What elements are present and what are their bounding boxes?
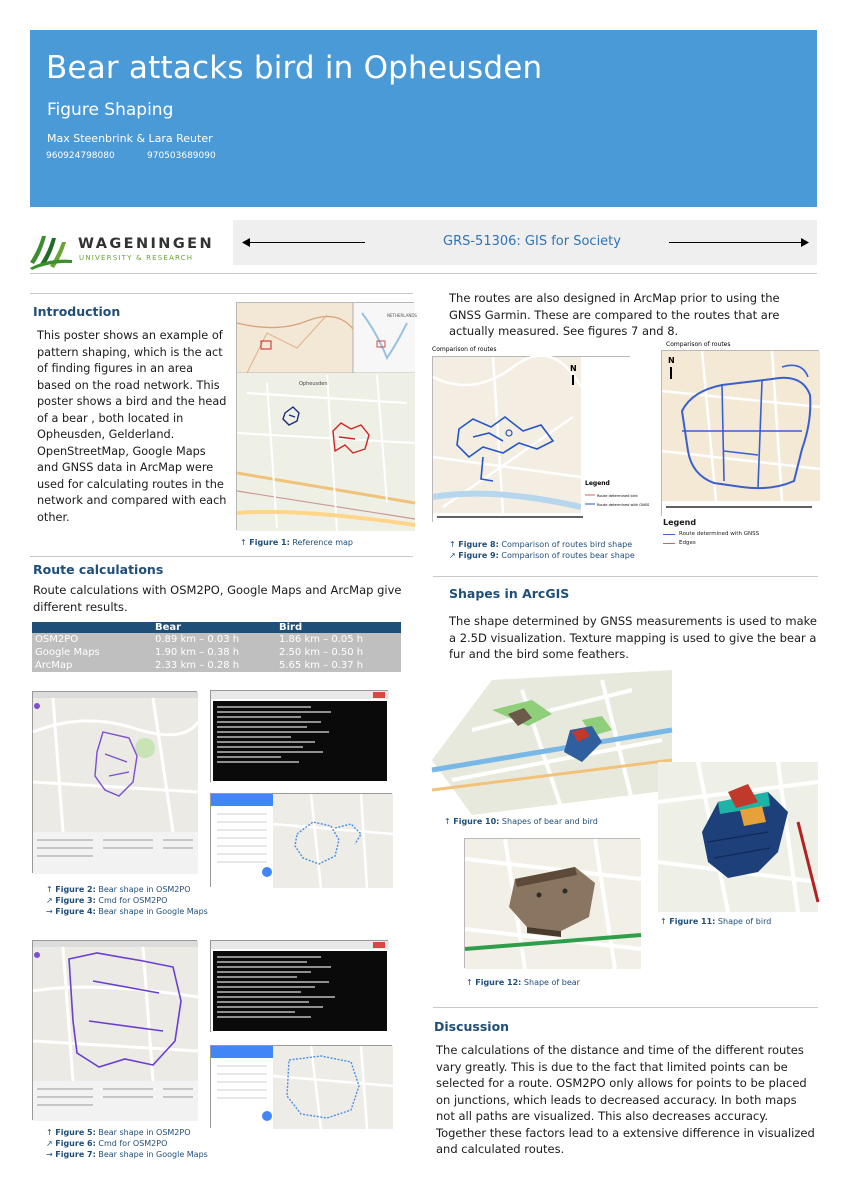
svg-text:Opheusden: Opheusden bbox=[299, 381, 328, 387]
table-cell: OSM2PO bbox=[32, 633, 152, 646]
intro-heading: Introduction bbox=[33, 304, 121, 319]
fig7-google-bear-image bbox=[210, 1045, 392, 1128]
table-cell: 2.50 km – 0.50 h bbox=[276, 646, 401, 659]
right-arrow-icon bbox=[801, 238, 809, 247]
logo-name: WAGENINGEN bbox=[78, 236, 214, 252]
caption-fig2-4: ↑ Figure 2: Bear shape in OSM2PO ↗ Figure 3: Cmd for OSM2PO → Figure 4: Bear shape in Google Maps bbox=[46, 885, 208, 916]
discussion-heading: Discussion bbox=[434, 1019, 510, 1034]
routes-text: The routes are also designed in ArcMap prior to using the GNSS Garmin. These are compared to the routes that are actually measured. See figures 7 and 8. bbox=[449, 291, 780, 338]
fig9-legend-gnss: Route determined with GNSS bbox=[679, 531, 760, 537]
route-calc-text: Route calculations with OSM2PO, Google Maps and ArcMap give different results. bbox=[33, 583, 402, 614]
fig11-bird-3d-image bbox=[658, 762, 818, 912]
fig4-google-bear-image bbox=[210, 793, 392, 887]
svg-text:Route determined with GNSS: Route determined with GNSS bbox=[597, 503, 650, 507]
discussion-text: The calculations of the distance and time of the different routes vary greatly. This is due to the fact that limited points can be selected for a route. OSM2PO only allows for points to be placed on junctions, which leads to decreased accuracy. In both maps not all paths are visualized. This also decreases accuracy. Together these factors lead to a extensive difference in visualized and calculated routes. bbox=[436, 1043, 815, 1156]
svg-text:Legend: Legend bbox=[585, 480, 610, 487]
svg-text:NETHERLANDS: NETHERLANDS bbox=[387, 313, 417, 318]
intro-text: This poster shows an example of pattern shaping, which is the act of finding figures in an area based on the road network. This poster shows a bird and the head of a bear , both located in Opheusden, Gelderland. OpenStreetMap, Google Maps and GNSS data in ArcMap were used for calculating routes in the network and compared with each other. bbox=[37, 329, 227, 524]
shapes-heading: Shapes in ArcGIS bbox=[449, 586, 570, 601]
svg-text:Route determined bird: Route determined bird bbox=[597, 494, 638, 498]
course-title: GRS-51306: GIS for Society bbox=[443, 234, 621, 249]
table-cell: 1.90 km – 0.38 h bbox=[152, 646, 276, 659]
caption-fig8-9: ↑ Figure 8: Comparison of routes bird shape ↗ Figure 9: Comparison of routes bear shape bbox=[449, 540, 635, 560]
route-calc-heading: Route calculations bbox=[33, 562, 164, 577]
fig9-map-title: Comparison of routes bbox=[666, 341, 731, 348]
table-cell: 5.65 km – 0.37 h bbox=[276, 659, 401, 672]
caption-fig1: ↑ Figure 1: Reference map bbox=[240, 538, 353, 547]
fig9-legend-edges: Edges bbox=[679, 540, 696, 546]
table-header-cell: Bear bbox=[152, 622, 276, 633]
author-id-1: 960924798080 bbox=[46, 151, 115, 161]
poster-title: Bear attacks bird in Opheusden bbox=[46, 50, 543, 86]
table-cell: 1.86 km – 0.05 h bbox=[276, 633, 401, 646]
fig5-osm2po-bear-image bbox=[32, 940, 197, 1120]
svg-text:N: N bbox=[570, 364, 577, 373]
fig9-legend bbox=[661, 518, 819, 548]
logo-sub: UNIVERSITY & RESEARCH bbox=[79, 254, 194, 262]
table-row bbox=[32, 646, 401, 659]
header-divider bbox=[30, 273, 817, 274]
fig8-map-title: Comparison of routes bbox=[432, 346, 497, 353]
table-row bbox=[32, 633, 401, 646]
table-cell: ArcMap bbox=[32, 659, 152, 672]
fig9-legend-title: Legend bbox=[663, 518, 697, 527]
route-calc-top-rule bbox=[30, 556, 413, 557]
left-arrow-icon bbox=[242, 238, 250, 247]
right-arrow-line bbox=[669, 242, 807, 243]
table-cell: 0.89 km – 0.03 h bbox=[152, 633, 276, 646]
course-band bbox=[233, 220, 817, 265]
fig3-cmd-image bbox=[210, 690, 388, 782]
table-header-cell bbox=[32, 622, 152, 633]
poster-header bbox=[30, 30, 817, 207]
fig9-legend-edges-swatch bbox=[663, 543, 675, 544]
caption-fig12: ↑ Figure 12: Shape of bear bbox=[466, 978, 580, 987]
table-cell: 2.33 km – 0.28 h bbox=[152, 659, 276, 672]
poster-subtitle: Figure Shaping bbox=[47, 100, 174, 120]
fig9-bear-comparison-image bbox=[661, 350, 819, 516]
author-id-2: 970503689090 bbox=[147, 151, 216, 161]
poster-authors: Max Steenbrink & Lara Reuter bbox=[47, 132, 213, 145]
wur-logo bbox=[28, 232, 214, 270]
wur-logo-icon bbox=[28, 232, 76, 270]
fig9-legend-gnss-swatch bbox=[663, 534, 675, 535]
fig12-bear-3d-image bbox=[464, 838, 640, 968]
fig6-cmd-image bbox=[210, 940, 388, 1032]
caption-fig5-7: ↑ Figure 5: Bear shape in OSM2PO ↗ Figure 6: Cmd for OSM2PO → Figure 7: Bear shape in Google Maps bbox=[46, 1128, 208, 1159]
table-header-cell: Bird bbox=[276, 622, 401, 633]
caption-fig10: ↑ Figure 10: Shapes of bear and bird bbox=[444, 817, 598, 826]
shapes-top-rule bbox=[433, 576, 818, 577]
fig8-bird-comparison-image bbox=[432, 356, 650, 522]
fig2-osm2po-bear-image bbox=[32, 691, 197, 873]
left-arrow-line bbox=[243, 242, 365, 243]
fig10-3d-shapes-image bbox=[432, 670, 672, 815]
table-row bbox=[32, 659, 401, 672]
route-table bbox=[32, 622, 401, 672]
discussion-top-rule bbox=[433, 1007, 818, 1008]
reference-map-image bbox=[236, 302, 417, 530]
shapes-text: The shape determined by GNSS measurements is used to make a 2.5D visualization. Texture mapping is used to give the bear a fur and the bird some feathers. bbox=[449, 614, 817, 661]
caption-fig11: ↑ Figure 11: Shape of bird bbox=[660, 917, 772, 926]
table-cell: Google Maps bbox=[32, 646, 152, 659]
intro-top-rule bbox=[30, 293, 413, 294]
table-header-row bbox=[32, 622, 401, 633]
svg-text:N: N bbox=[668, 356, 675, 365]
